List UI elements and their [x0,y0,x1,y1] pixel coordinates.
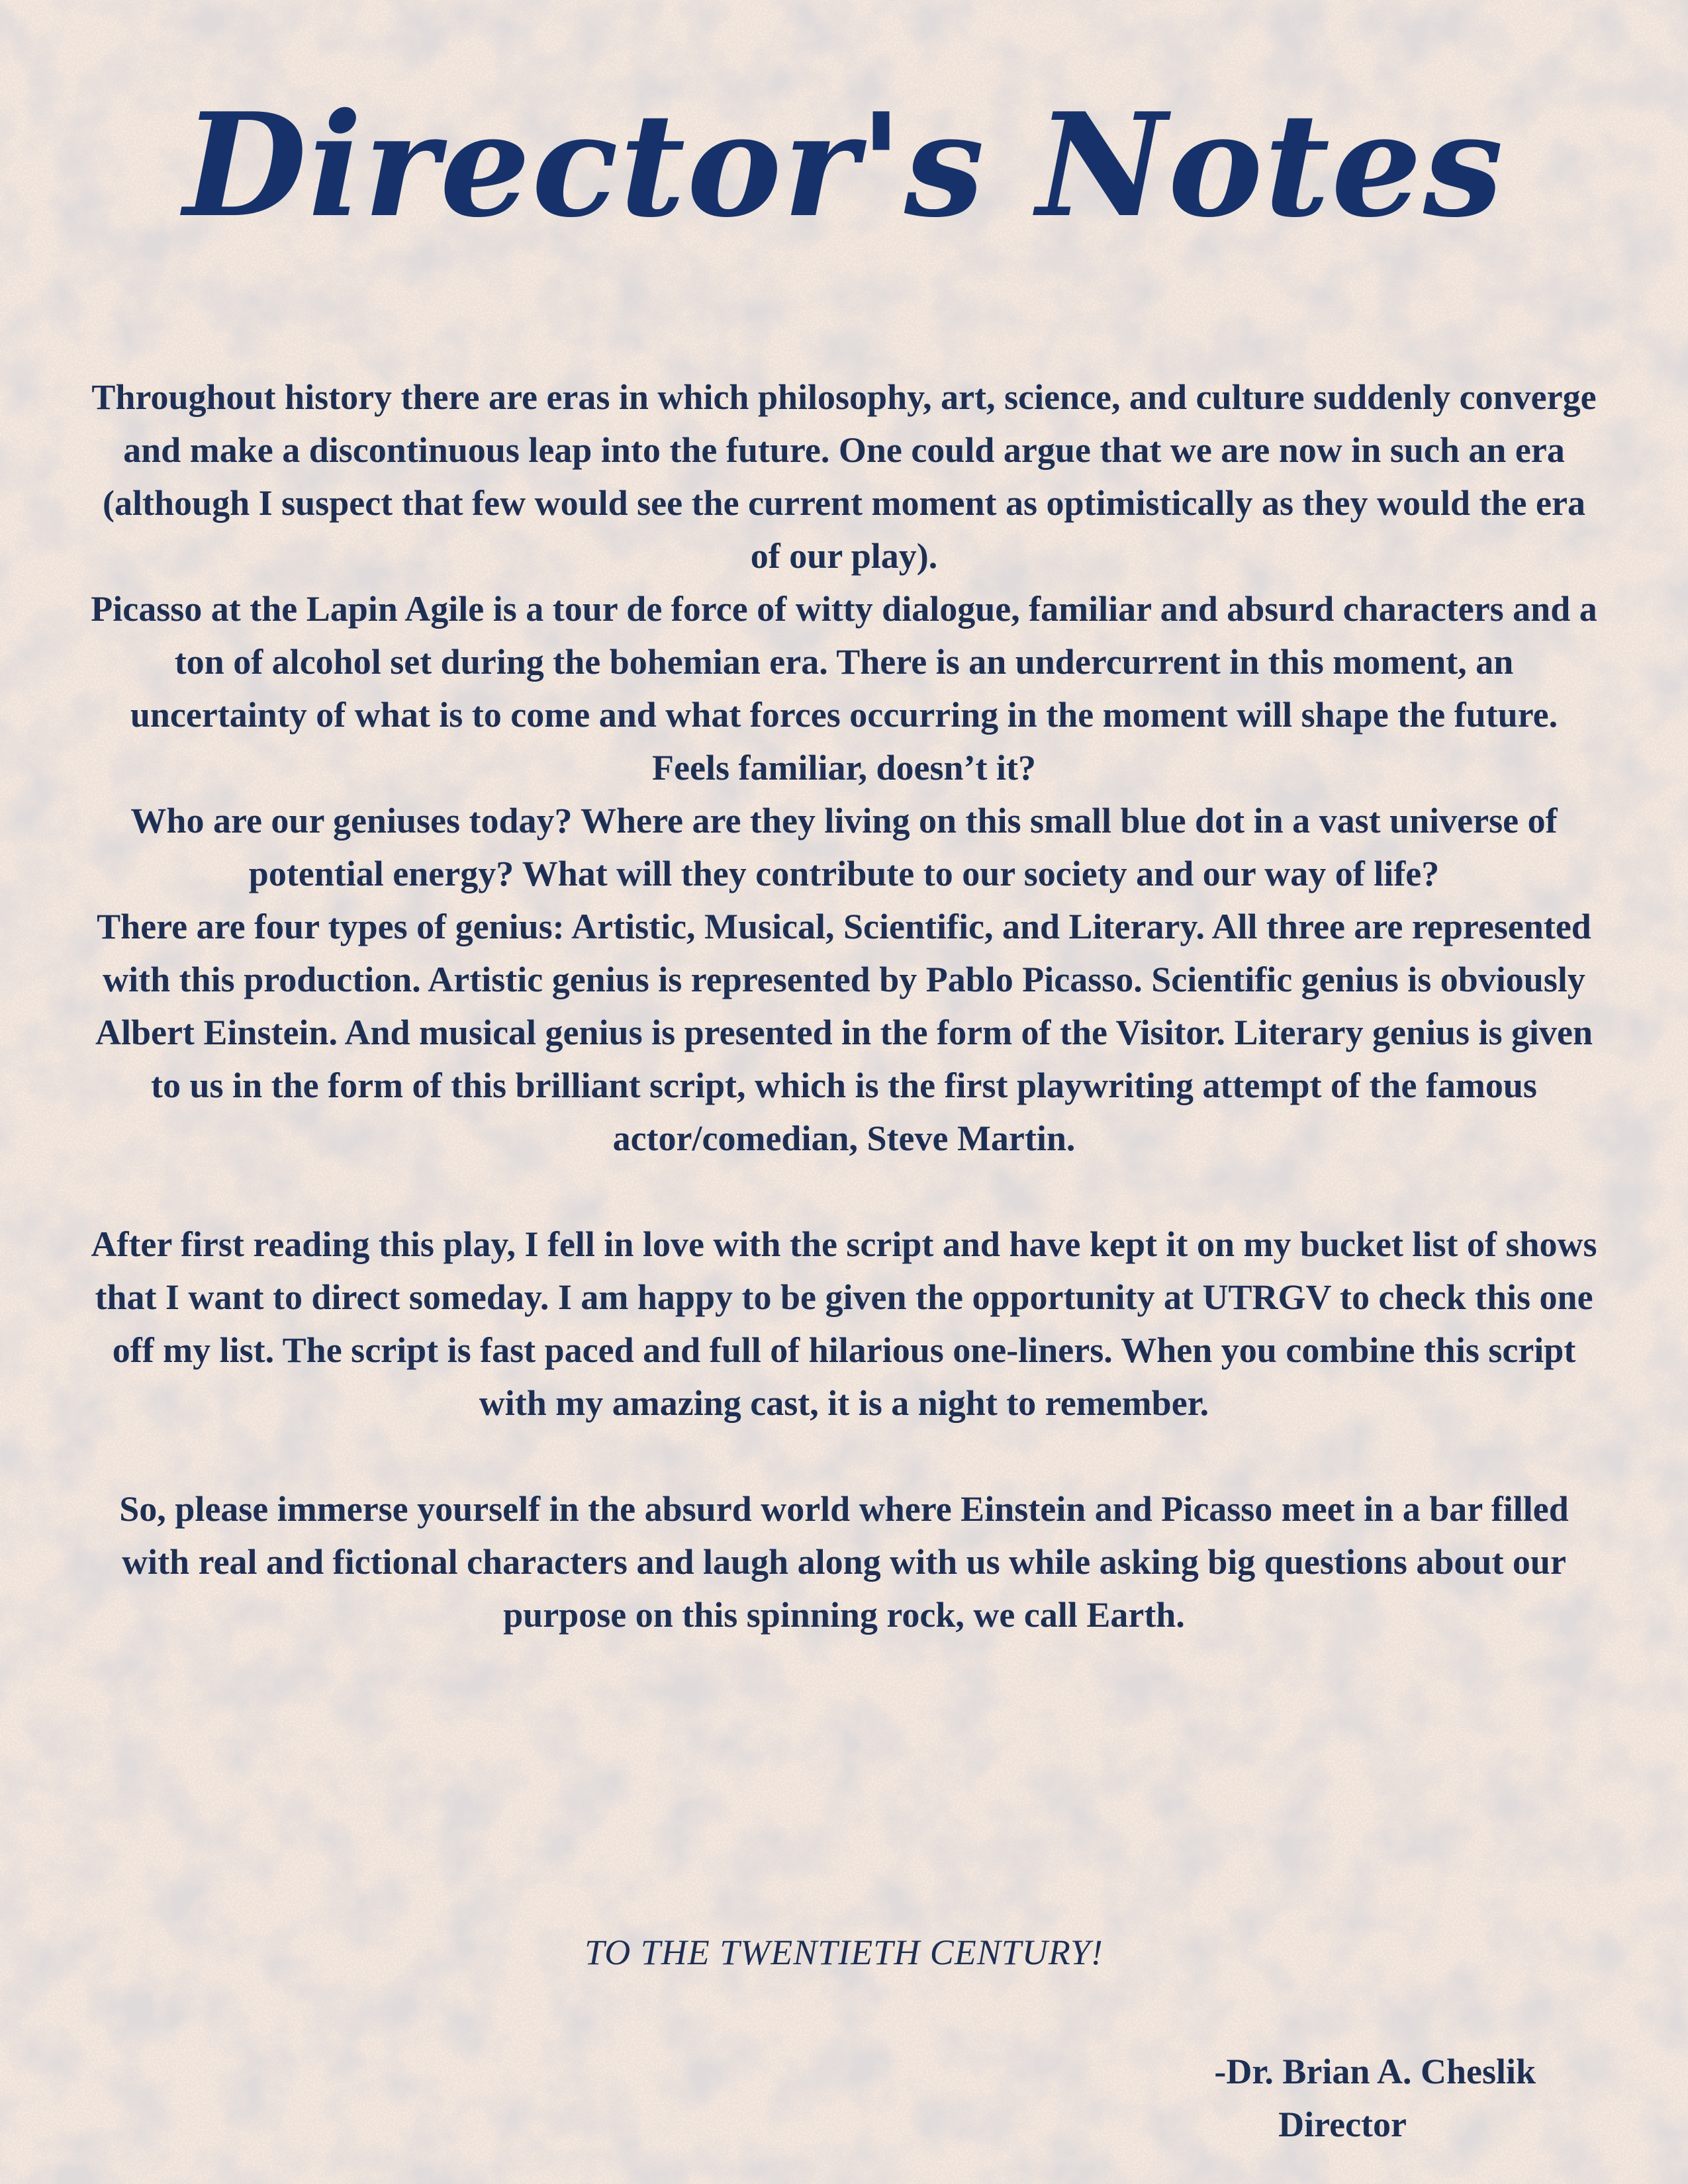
closing-toast: TO THE TWENTIETH CENTURY! [585,1933,1103,1972]
paragraph-familiar: Feels familiar, doesn’t it? [652,748,1036,788]
paragraph-intro: Throughout history there are eras in which philosophy, art, science, and culture suddenly converge and make a discontinuous leap into the future. One could argue that we are now in such an era (although I suspect that few would see the current moment as optimistically as they would the era of our play). [91,377,1597,576]
signature-role: Director [1278,2105,1407,2144]
signature-name: -Dr. Brian A. Cheslik [1214,2052,1536,2091]
signature-block [1026,2045,1536,2151]
paragraph-geniuses-question: Who are our geniuses today? Where are they living on this small blue dot in a vast universe of potential energy? What will they contribute to our society and our way of life? [130,801,1558,893]
paragraph-play-description: Picasso at the Lapin Agile is a tour de force of witty dialogue, familiar and absurd characters and a ton of alcohol set during the bohemian era. There is an undercurrent in this moment, an uncertainty of what is to come and what forces occurring in the moment will shape the future. [91,589,1597,735]
paragraph-types-of-genius: There are four types of genius: Artistic, Musical, Scientific, and Literary. All three are represented with this production. Artistic genius is represented by Pablo Picasso. Scientific genius is obviously Albert Einstein. And musical genius is presented in the form of the Visitor. Literary genius is given to us in the form of this brilliant script, which is the first playwriting attempt of the famous actor/comedian, Steve Martin. [95,907,1593,1158]
paragraph-invitation: So, please immerse yourself in the absurd world where Einstein and Picasso meet in a bar filled with real and fictional characters and laugh along with us while asking big questions about our purpose on this spinning rock, we call Earth. [119,1489,1569,1635]
page-title: Director's Notes [183,81,1505,249]
paragraph-spacer [86,1165,1602,1218]
paragraph-bucket-list: After first reading this play, I fell in love with the script and have kept it on my bucket list of shows that I want to direct someday. I am happy to be given the opportunity at UTRGV to check this one off my list. The script is fast paced and full of hilarious one-liners. When you combine this script with my amazing cast, it is a night to remember. [91,1224,1597,1423]
paragraph-spacer [86,1430,1602,1482]
notes-body [86,371,1602,1641]
